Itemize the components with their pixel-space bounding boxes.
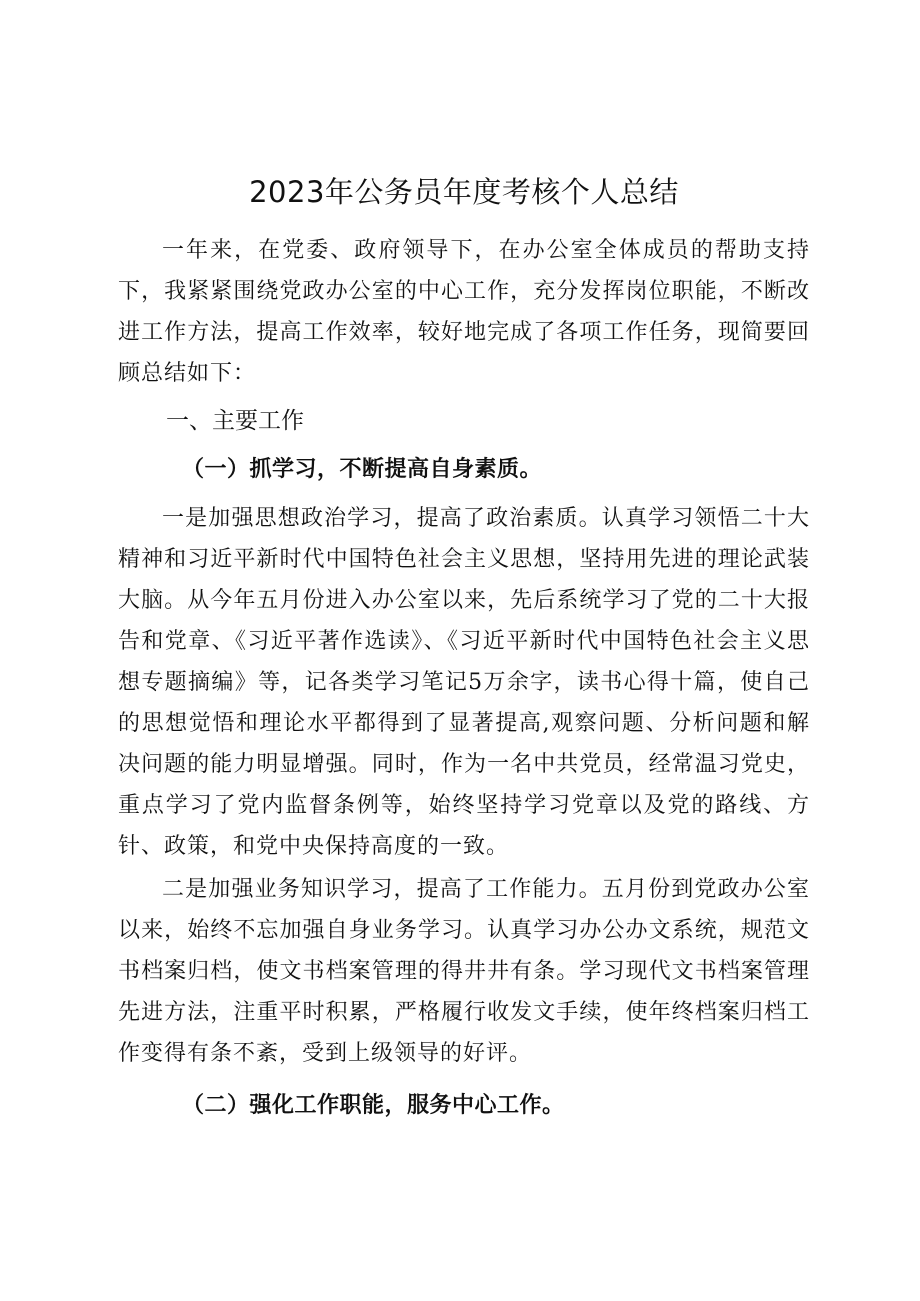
- document-title: 2023年公务员年度考核个人总结: [249, 175, 679, 209]
- intro-paragraph: 一年来，在党委、政府领导下，在办公室全体成员的帮助支持下，我紧紧围绕党政办公室的中心工作，充分发挥岗位职能，不断改进工作方法，提高工作效率，较好地完成了各项工作任务，现简要回顾总结如下：: [118, 238, 810, 386]
- subheading-work-function: （二）强化工作职能，服务中心工作。: [182, 1092, 565, 1118]
- document-body: [118, 166, 810, 1128]
- subheading-study: （一）抓学习，不断提高自身素质。: [182, 456, 543, 482]
- paragraph-political-study: 一是加强思想政治学习，提高了政治素质。认真学习领悟二十大精神和习近平新时代中国特色社会主义思想，坚持用先进的理论武装大脑。从今年五月份进入办公室以来，先后系统学习了党的二十大报告和党章、《习近平著作选读》、《习近平新时代中国特色社会主义思想专题摘编》等，记各类学习笔记5万余字，读书心得十篇，使自己的思想觉悟和理论水平都得到了显著提高,观察问题、分析问题和解决问题的能力明显增强。同时，作为一名中共党员，经常温习党史，重点学习了党内监督条例等，始终坚持学习党章以及党的路线、方针、政策，和党中央保持高度的一致。: [118, 506, 810, 859]
- paragraph-business-study: 二是加强业务知识学习，提高了工作能力。五月份到党政办公室以来，始终不忘加强自身业务学习。认真学习办公办文系统，规范文书档案归档，使文书档案管理的得井井有条。学习现代文书档案管理先进方法，注重平时积累，严格履行收发文手续，使年终档案归档工作变得有条不紊，受到上级领导的好评。: [118, 877, 810, 1066]
- section-heading-main-work: 一、主要工作: [166, 408, 304, 434]
